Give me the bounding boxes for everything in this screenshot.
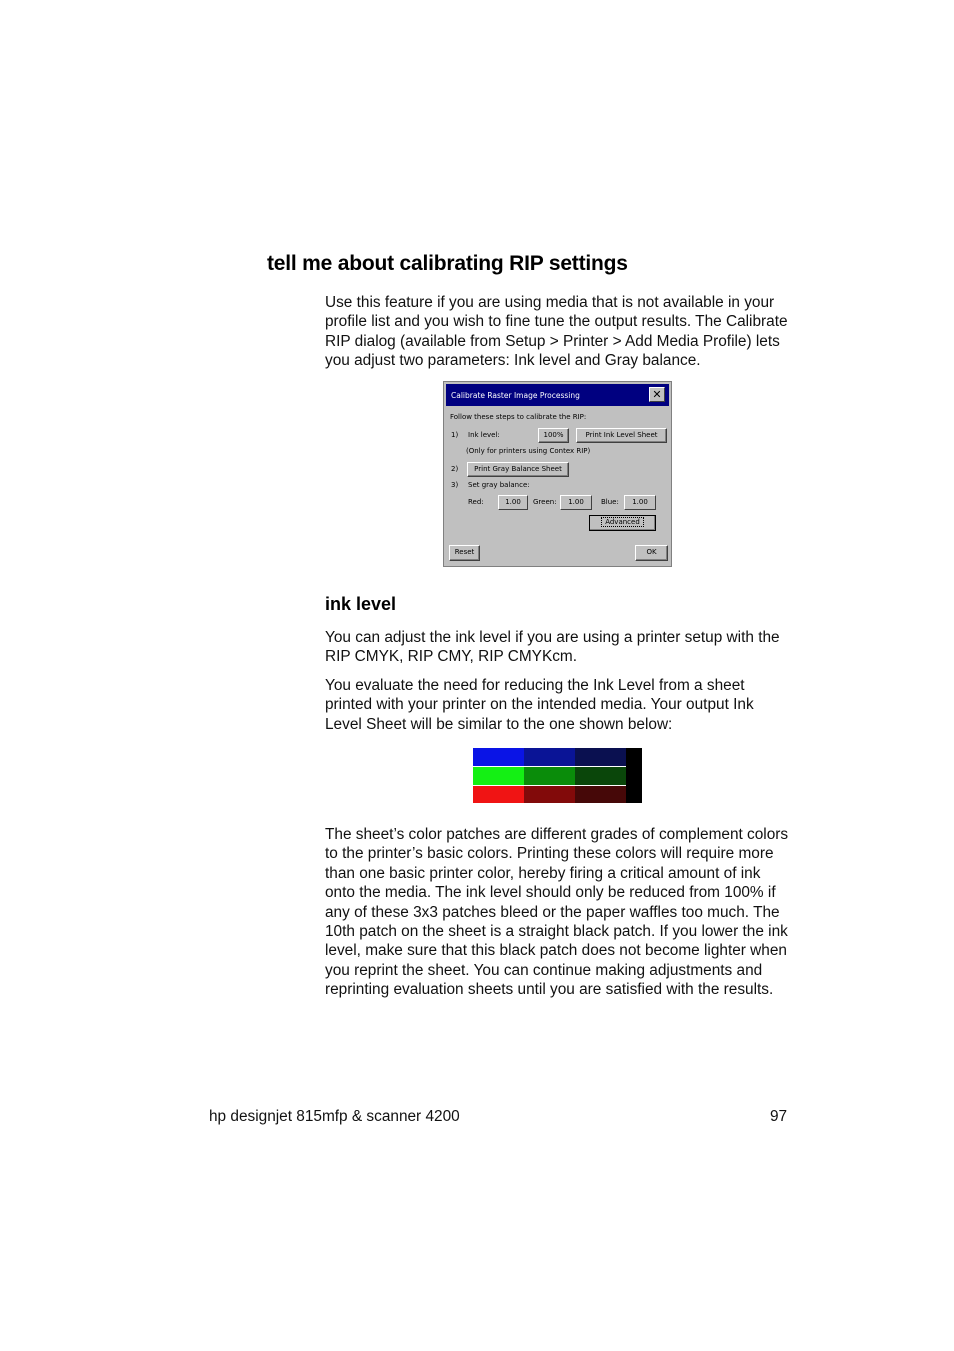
dialog-instructions: Follow these steps to calibrate the RIP: (450, 413, 587, 421)
green-value-field[interactable]: 1.00 (560, 495, 592, 510)
color-patch (524, 786, 575, 803)
color-patch (473, 786, 524, 803)
ok-button[interactable]: OK (635, 545, 668, 561)
step3-number: 3) (451, 481, 459, 489)
color-patch (575, 748, 626, 766)
ink-level-paragraph-1: You can adjust the ink level if you are using a printer setup with the RIP CMYK, RIP CMY, RIP CMYKcm. (325, 629, 780, 666)
dialog-title: Calibrate Raster Image Processing (451, 391, 580, 400)
dialog-title-bar (446, 384, 669, 406)
print-ink-level-sheet-button[interactable]: Print Ink Level Sheet (576, 428, 667, 443)
contex-note: (Only for printers using Contex RIP) (466, 447, 591, 455)
reset-button[interactable]: Reset (449, 545, 480, 561)
footer-page-number: 97 (770, 1108, 788, 1125)
black-patch (626, 748, 642, 803)
color-patch (575, 786, 626, 803)
ink-level-paragraph-3: The sheet’s color patches are different grades of complement colors to the printer’s basic colors. Printing these colors will require more than one basic printer color, hereby firing a critical amount of ink onto the media. The ink level should only be reduced from 100% if any of these 3x3 patches bleed or the paper waffles too much. The 10th patch on the sheet is a straight black patch. If you lower the ink level, make sure that this black patch does not become lighter when you reprint the sheet. You can continue making adjustments and reprinting evaluation sheets until you are satisfied with the results. (325, 826, 789, 999)
print-gray-balance-sheet-button[interactable]: Print Gray Balance Sheet (467, 462, 569, 477)
ink-level-sheet (473, 748, 642, 803)
close-icon[interactable]: ✕ (649, 387, 665, 402)
calibrate-rip-dialog (443, 381, 672, 567)
step1-number: 1) (451, 431, 459, 439)
ink-level-paragraph-2: You evaluate the need for reducing the Ink Level from a sheet printed with your printer on the intended media. Your output Ink Level Sheet will be similar to the one shown below: (325, 677, 754, 733)
footer-product: hp designjet 815mfp & scanner 4200 (209, 1108, 460, 1125)
red-value-field[interactable]: 1.00 (498, 495, 528, 510)
color-patch (575, 767, 626, 785)
step2-number: 2) (451, 465, 459, 473)
color-patch (473, 767, 524, 785)
red-label: Red: (468, 498, 484, 506)
blue-value-field[interactable]: 1.00 (624, 495, 656, 510)
intro-paragraph: Use this feature if you are using media that is not available in your profile list and you wish to fine tune the output results. The Calibrate RIP dialog (available from Setup > Printer > Add Media Profile) lets you adjust two parameters: Ink level and Gray balance. (325, 294, 788, 370)
subheading-ink-level: ink level (325, 594, 397, 614)
advanced-button[interactable] (589, 515, 656, 531)
ink-level-field[interactable]: 100% (538, 428, 569, 443)
section-heading: tell me about calibrating RIP settings (267, 252, 628, 275)
blue-label: Blue: (601, 498, 619, 506)
advanced-button-label: Advanced (601, 517, 644, 527)
color-patch (524, 767, 575, 785)
ink-level-label: Ink level: (468, 431, 500, 439)
green-label: Green: (533, 498, 557, 506)
gray-balance-label: Set gray balance: (468, 481, 530, 489)
color-patch (524, 748, 575, 766)
color-patch (473, 748, 524, 766)
